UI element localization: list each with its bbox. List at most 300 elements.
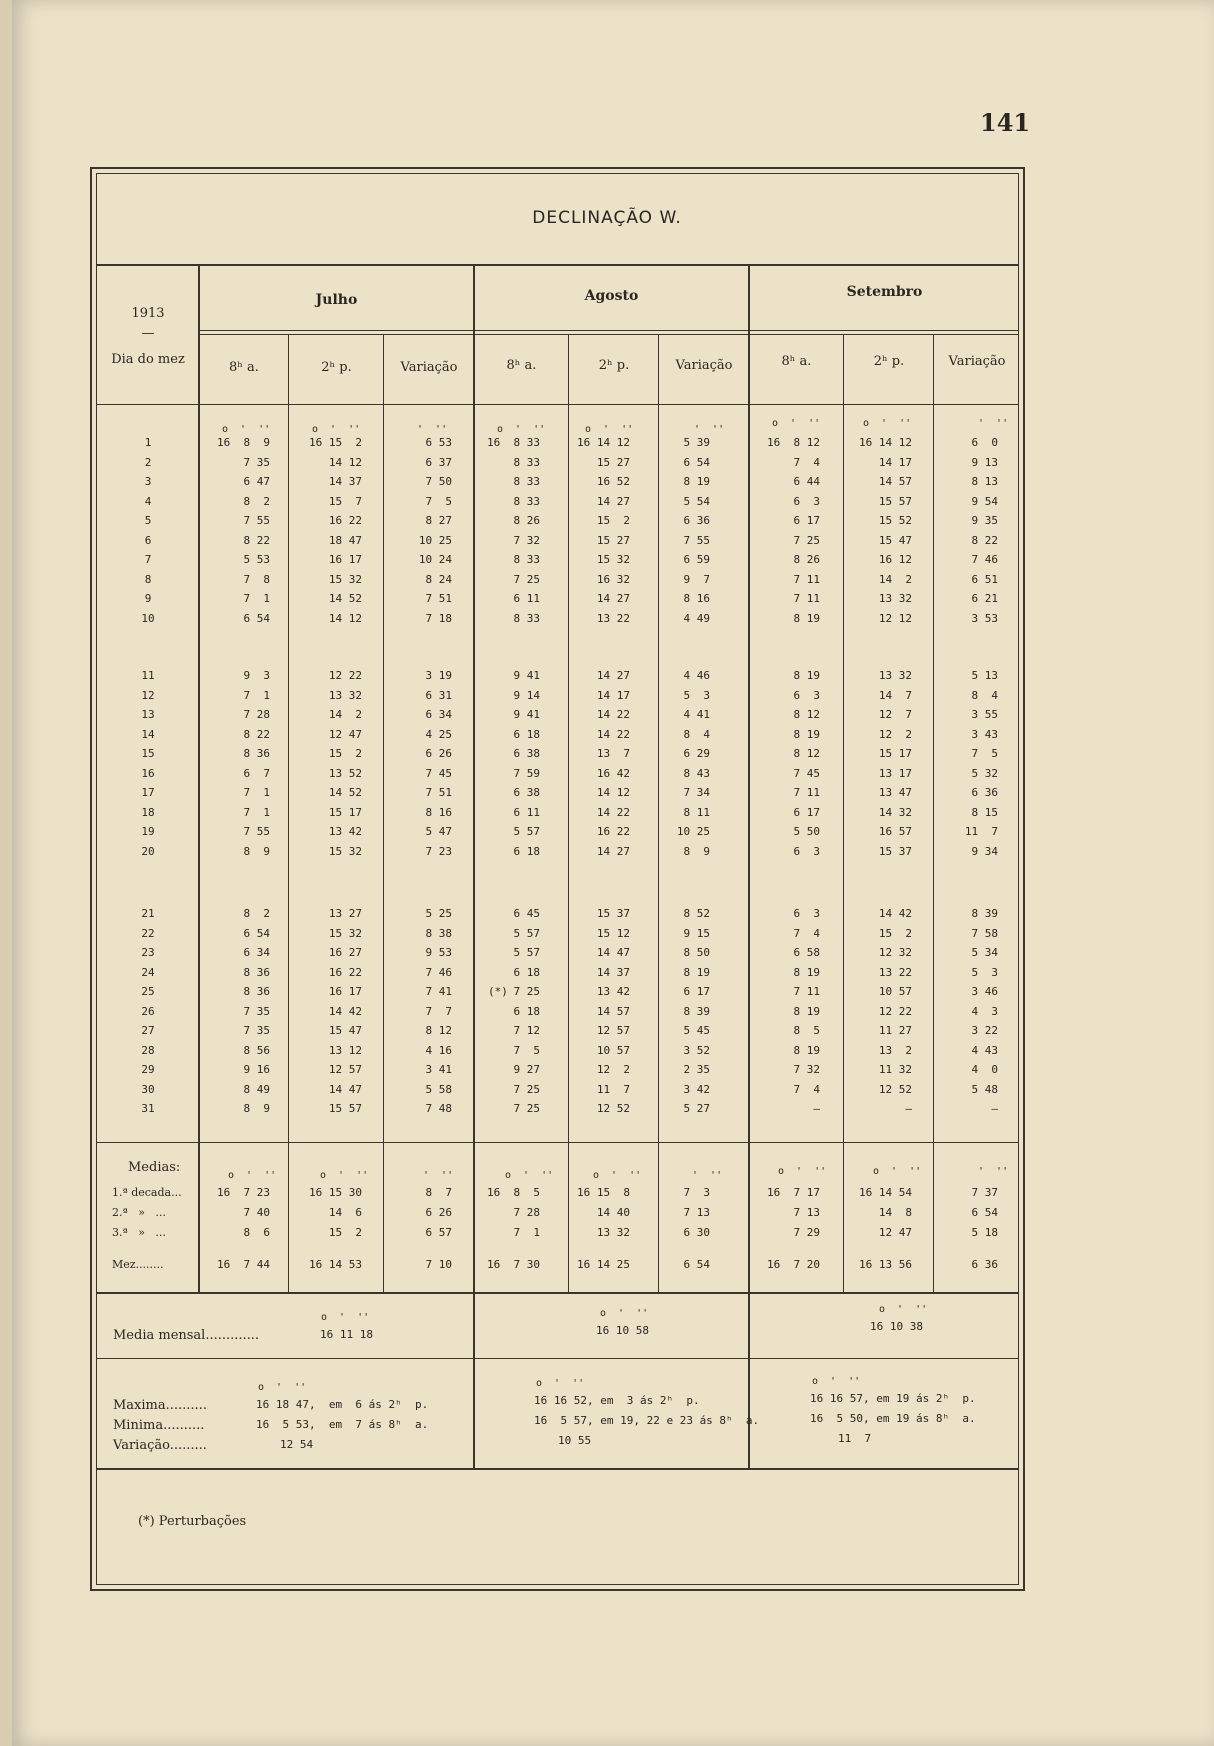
table-cell: 6 36 (971, 786, 998, 799)
table-cell: 9 14 (513, 688, 540, 702)
table-cell: 8 19 (683, 475, 710, 488)
table-cell: 8 19 (683, 965, 710, 979)
maxima-agosto: 16 16 52, em 3 ás 2ʰ p. (534, 1394, 700, 1407)
table-cell: 14 7 (878, 688, 912, 702)
units-ext-s: o ' '' (812, 1376, 861, 1387)
day-number: 23 (141, 946, 155, 959)
table-cell: 14 40 (596, 1206, 630, 1219)
table-cell: 7 51 (425, 786, 452, 799)
month-agosto: Agosto (584, 288, 639, 304)
table-cell: 8 2 (243, 494, 270, 508)
table-cell: 15 12 (596, 926, 630, 940)
table-cell: 8 22 (243, 533, 270, 547)
medias-row-label: 3.ª » ... (112, 1226, 166, 1239)
table-cell: 16 7 17 (767, 1186, 820, 1199)
table-cell: 16 22 (328, 514, 362, 527)
units-s3: ' '' (978, 418, 1009, 429)
units-mm-j: o ' '' (321, 1312, 370, 1323)
table-cell: 7 28 (513, 1206, 540, 1219)
table-cell: 10 57 (596, 1043, 630, 1057)
table-cell: 15 37 (878, 844, 912, 858)
table-cell: 8 11 (683, 805, 710, 819)
table-cell: 6 36 (971, 1258, 998, 1271)
month-setembro: Setembro (846, 284, 923, 300)
day-column-label: Dia do mez (111, 352, 185, 367)
table-cell: 13 12 (328, 1043, 362, 1057)
table-cell: 3 53 (971, 611, 998, 625)
rule-under-months (200, 330, 1019, 331)
table-cell: 6 18 (513, 965, 540, 979)
table-cell: 14 12 (596, 786, 630, 799)
table-cell: 7 55 (243, 514, 270, 527)
table-cell: 16 8 9 (217, 436, 270, 449)
table-cell: 14 12 (328, 455, 362, 469)
table-row (0, 1083, 1214, 1103)
table-cell: 6 18 (513, 1004, 540, 1018)
table-cell: 9 3 (243, 669, 270, 682)
units-j2: o ' '' (312, 424, 361, 435)
units-m-j3: ' '' (423, 1170, 454, 1181)
rule-above-extremes (96, 1358, 1019, 1359)
table-cell: 8 26 (793, 553, 820, 566)
table-row (0, 927, 1214, 947)
units-ext-j: o ' '' (258, 1382, 307, 1393)
table-cell: 16 7 23 (217, 1186, 270, 1199)
table-cell: 6 38 (513, 747, 540, 760)
table-cell: 16 12 (878, 553, 912, 566)
table-cell: 16 14 54 (859, 1186, 912, 1199)
table-cell: 13 32 (596, 1226, 630, 1239)
table-cell: 5 32 (971, 766, 998, 780)
units-m-a1: o ' '' (505, 1170, 554, 1181)
table-cell: 7 1 (513, 1226, 540, 1239)
table-cell: 13 2 (878, 1043, 912, 1057)
table-cell: 18 47 (328, 533, 362, 547)
table-cell: 16 22 (596, 825, 630, 838)
media-mensal-setembro: 16 10 38 (870, 1320, 923, 1333)
table-cell: 6 47 (243, 475, 270, 488)
table-cell: 7 28 (243, 708, 270, 721)
table-cell: 7 46 (971, 553, 998, 566)
table-cell: 14 57 (878, 475, 912, 488)
table-cell: 7 35 (243, 1004, 270, 1018)
variacao-label: Variação......... (113, 1438, 207, 1453)
table-cell: 14 42 (878, 907, 912, 920)
table-cell: 9 15 (683, 926, 710, 940)
table-cell: 16 15 30 (309, 1186, 362, 1199)
table-cell: 6 18 (513, 844, 540, 858)
table-cell: 5 13 (971, 669, 998, 682)
table-cell: 12 22 (328, 669, 362, 682)
table-cell: 14 47 (328, 1082, 362, 1096)
minima-agosto: 16 5 57, em 19, 22 e 23 ás 8ʰ a. (534, 1414, 760, 1427)
table-cell: 4 3 (971, 1004, 998, 1018)
table-cell: 15 2 (328, 1226, 362, 1239)
table-cell: 16 14 12 (859, 436, 912, 449)
table-cell: 8 5 (793, 1024, 820, 1037)
table-row (0, 907, 1214, 927)
day-number: 25 (141, 985, 155, 998)
table-cell: 6 3 (793, 907, 820, 920)
table-cell: 7 11 (793, 592, 820, 605)
day-number: 11 (141, 669, 155, 682)
rule-above-media-mensal (96, 1292, 1019, 1294)
table-cell: 15 2 (328, 747, 362, 760)
table-cell: 6 17 (683, 985, 710, 998)
table-cell: 6 54 (243, 926, 270, 940)
day-number: 1 (144, 436, 152, 449)
table-cell: 16 7 44 (217, 1258, 270, 1271)
table-cell: 14 27 (596, 844, 630, 858)
table-cell: 3 46 (971, 985, 998, 998)
table-row (0, 1005, 1214, 1025)
day-number: 6 (144, 533, 152, 547)
table-cell: 3 43 (971, 727, 998, 741)
table-cell: 5 34 (971, 946, 998, 959)
table-row (0, 708, 1214, 728)
table-cell: 14 17 (596, 688, 630, 702)
table-cell: 8 36 (243, 965, 270, 979)
sub-agosto-8a: 8ʰ a. (506, 358, 537, 373)
table-cell: 7 41 (425, 985, 452, 998)
table-cell: 8 39 (971, 907, 998, 920)
table-cell: 6 58 (793, 946, 820, 959)
units-j3: ' '' (417, 424, 448, 435)
table-row (0, 495, 1214, 515)
table-cell: 8 12 (425, 1024, 452, 1037)
variacao-agosto: 10 55 (558, 1434, 592, 1447)
table-cell: 16 7 20 (767, 1258, 820, 1271)
table-cell: 8 43 (683, 766, 710, 780)
table-cell: 5 58 (425, 1082, 452, 1096)
day-number: 24 (141, 965, 155, 979)
table-cell: 13 22 (596, 611, 630, 625)
table-row (0, 553, 1214, 573)
table-cell: 4 46 (683, 669, 710, 682)
table-cell: 15 47 (328, 1024, 362, 1037)
units-m-j1: o ' '' (228, 1170, 277, 1181)
table-cell: 14 47 (596, 946, 630, 959)
table-cell: 7 13 (793, 1206, 820, 1219)
table-cell: 7 34 (683, 786, 710, 799)
table-cell: 8 33 (513, 494, 540, 508)
table-cell: 8 4 (971, 688, 998, 702)
table-cell: 10 57 (878, 985, 912, 998)
table-cell: 7 12 (513, 1024, 540, 1037)
table-cell: 8 19 (793, 1004, 820, 1018)
table-cell: 16 14 12 (577, 436, 630, 449)
table-cell: 10 25 (418, 533, 452, 547)
table-cell: 6 11 (513, 805, 540, 819)
table-cell: 4 49 (683, 611, 710, 625)
table-cell: 16 13 56 (859, 1258, 912, 1271)
table-cell: 7 18 (425, 611, 452, 625)
table-cell: 16 15 2 (309, 436, 362, 449)
table-cell: 6 34 (243, 946, 270, 959)
table-cell: — (905, 1102, 912, 1115)
table-cell: 8 27 (425, 514, 452, 527)
table-cell: 8 13 (971, 475, 998, 488)
table-cell: 5 48 (971, 1082, 998, 1096)
table-cell: 14 17 (878, 455, 912, 469)
units-a3: ' '' (694, 424, 725, 435)
table-cell: 7 59 (513, 766, 540, 780)
table-cell: 6 26 (425, 747, 452, 760)
units-m-a2: o ' '' (593, 1170, 642, 1181)
table-cell: 14 12 (328, 611, 362, 625)
table-cell: 16 17 (328, 985, 362, 998)
table-cell: 10 24 (418, 553, 452, 566)
table-cell: 3 19 (425, 669, 452, 682)
table-row (0, 1024, 1214, 1044)
table-cell: 12 52 (596, 1102, 630, 1115)
rule-under-title (96, 264, 1019, 266)
table-cell: 6 36 (683, 514, 710, 527)
table-cell: 8 24 (425, 572, 452, 586)
medias-row (0, 1186, 1214, 1206)
table-row (0, 966, 1214, 986)
table-cell: 8 12 (793, 747, 820, 760)
rule-above-footnote (96, 1468, 1019, 1470)
day-number: 17 (141, 786, 155, 799)
table-cell: 5 54 (683, 494, 710, 508)
table-cell: 7 4 (793, 1082, 820, 1096)
table-row (0, 612, 1214, 632)
table-cell: 9 53 (425, 946, 452, 959)
table-cell: 6 0 (971, 436, 998, 449)
table-cell: 7 35 (243, 455, 270, 469)
table-row (0, 825, 1214, 845)
sub-setembro-variacao: Variação (948, 354, 1006, 369)
rule-under-months-2 (200, 334, 1019, 335)
day-number: 3 (144, 475, 152, 488)
table-cell: 4 43 (971, 1043, 998, 1057)
medias-row (0, 1226, 1214, 1246)
table-cell: 6 17 (793, 805, 820, 819)
table-cell: 13 7 (596, 747, 630, 760)
table-cell: 8 39 (683, 1004, 710, 1018)
table-cell: 6 3 (793, 844, 820, 858)
mez-label: Mez........ (112, 1258, 164, 1271)
table-cell: 16 8 33 (487, 436, 540, 449)
table-cell: 7 55 (243, 825, 270, 838)
table-cell: 5 57 (513, 926, 540, 940)
table-cell: 9 16 (243, 1063, 270, 1076)
day-number: 22 (141, 926, 155, 940)
table-cell: 7 37 (971, 1186, 998, 1199)
table-row (0, 689, 1214, 709)
sub-agosto-2p: 2ʰ p. (598, 358, 630, 373)
table-cell: 8 19 (793, 611, 820, 625)
year-label: 1913 (131, 306, 165, 321)
page-number: 141 (980, 108, 1031, 137)
table-cell: 3 55 (971, 708, 998, 721)
table-cell: 15 32 (596, 553, 630, 566)
table-cell: 6 51 (971, 572, 998, 586)
table-cell: 16 14 53 (309, 1258, 362, 1271)
table-row (0, 946, 1214, 966)
table-cell: 6 37 (425, 455, 452, 469)
table-cell: 15 2 (596, 514, 630, 527)
table-row (0, 456, 1214, 476)
table-cell: 7 1 (243, 688, 270, 702)
table-cell: 8 56 (243, 1043, 270, 1057)
table-cell: 3 41 (425, 1063, 452, 1076)
table-cell: 8 22 (971, 533, 998, 547)
table-cell: 15 2 (878, 926, 912, 940)
table-cell: 12 52 (878, 1082, 912, 1096)
table-cell: 7 1 (243, 592, 270, 605)
table-cell: 8 7 (425, 1186, 452, 1199)
table-cell: 15 27 (596, 533, 630, 547)
table-cell: 9 34 (971, 844, 998, 858)
table-cell: 5 39 (683, 436, 710, 449)
table-row (0, 1063, 1214, 1083)
table-title: DECLINAÇÃO W. (532, 208, 682, 228)
table-cell: 12 22 (878, 1004, 912, 1018)
media-mensal-julho: 16 11 18 (320, 1328, 373, 1341)
table-cell: 16 14 25 (577, 1258, 630, 1271)
table-cell: 9 35 (971, 514, 998, 527)
day-number: 20 (141, 844, 155, 858)
table-cell: 7 4 (793, 926, 820, 940)
sub-setembro-2p: 2ʰ p. (873, 354, 905, 369)
table-cell: 7 45 (425, 766, 452, 780)
day-number: 9 (144, 592, 152, 605)
units-a2: o ' '' (585, 424, 634, 435)
table-cell: 8 15 (971, 805, 998, 819)
table-cell: 16 27 (328, 946, 362, 959)
table-cell: 7 5 (971, 747, 998, 760)
table-cell: 8 9 (243, 844, 270, 858)
units-a1: o ' '' (497, 424, 546, 435)
variacao-julho: 12 54 (280, 1438, 314, 1451)
table-cell: 5 27 (683, 1102, 710, 1115)
table-cell: 12 2 (878, 727, 912, 741)
table-cell: 9 41 (513, 708, 540, 721)
table-cell: 14 2 (328, 708, 362, 721)
table-cell: 5 3 (971, 965, 998, 979)
table-cell: 8 33 (513, 553, 540, 566)
table-cell: 7 11 (793, 985, 820, 998)
day-number: 10 (141, 611, 155, 625)
table-row (0, 728, 1214, 748)
sub-julho-2p: 2ʰ p. (321, 360, 352, 375)
table-cell: 13 52 (328, 766, 362, 780)
table-cell: 8 36 (243, 985, 270, 998)
table-cell: 6 38 (513, 786, 540, 799)
table-cell: 14 27 (596, 669, 630, 682)
table-cell: 7 1 (243, 805, 270, 819)
table-cell: 4 16 (425, 1043, 452, 1057)
table-cell: 6 54 (243, 611, 270, 625)
table-cell: 7 11 (793, 786, 820, 799)
table-cell: 8 4 (683, 727, 710, 741)
table-cell: 7 46 (425, 965, 452, 979)
table-cell: 7 5 (425, 494, 452, 508)
table-cell: 7 25 (513, 572, 540, 586)
table-row (0, 475, 1214, 495)
table-row (0, 747, 1214, 767)
units-ext-a: o ' '' (536, 1378, 585, 1389)
table-cell: 15 47 (878, 533, 912, 547)
table-cell: 4 25 (425, 727, 452, 741)
day-number: 12 (141, 688, 155, 702)
table-cell: 6 3 (793, 688, 820, 702)
perturbation-flag: (*) (488, 985, 508, 998)
table-cell: 8 19 (793, 727, 820, 741)
table-cell: — (813, 1102, 820, 1115)
table-cell: 6 45 (513, 907, 540, 920)
units-m-j2: o ' '' (320, 1170, 369, 1181)
table-cell: 7 50 (425, 475, 452, 488)
table-cell: 8 26 (513, 514, 540, 527)
table-frame-inner (96, 173, 1019, 1585)
table-cell: 16 8 12 (767, 436, 820, 449)
table-cell: 15 17 (328, 805, 362, 819)
table-cell: 16 42 (596, 766, 630, 780)
table-cell: 7 4 (793, 455, 820, 469)
table-row (0, 845, 1214, 865)
table-cell: 7 45 (793, 766, 820, 780)
table-cell: 7 25 (513, 1102, 540, 1115)
day-number: 21 (141, 907, 155, 920)
media-mensal-agosto: 16 10 58 (596, 1324, 649, 1337)
table-cell: 8 2 (243, 907, 270, 920)
table-cell: 14 32 (878, 805, 912, 819)
table-cell: 8 6 (243, 1226, 270, 1239)
table-cell: 8 33 (513, 611, 540, 625)
table-cell: 14 52 (328, 592, 362, 605)
table-cell: 7 3 (683, 1186, 710, 1199)
table-cell: 6 31 (425, 688, 452, 702)
table-cell: 15 32 (328, 572, 362, 586)
table-cell: 9 54 (971, 494, 998, 508)
table-cell: 5 50 (793, 825, 820, 838)
table-cell: 8 50 (683, 946, 710, 959)
table-cell: 12 2 (596, 1063, 630, 1076)
table-cell: 16 7 30 (487, 1258, 540, 1271)
maxima-setembro: 16 16 57, em 19 ás 2ʰ p. (810, 1392, 976, 1405)
table-cell: 7 7 (425, 1004, 452, 1018)
table-cell: 8 36 (243, 747, 270, 760)
table-cell: 5 3 (683, 688, 710, 702)
table-cell: 13 17 (878, 766, 912, 780)
table-cell: 13 47 (878, 786, 912, 799)
table-cell: 13 42 (328, 825, 362, 838)
day-number: 14 (141, 727, 155, 741)
table-cell: 4 0 (971, 1063, 998, 1076)
table-cell: 5 45 (683, 1024, 710, 1037)
table-row (0, 669, 1214, 689)
table-cell: 6 54 (683, 1258, 710, 1271)
table-cell: 6 21 (971, 592, 998, 605)
month-julho: Julho (315, 292, 358, 308)
units-j1: o ' '' (222, 424, 271, 435)
table-cell: 6 7 (243, 766, 270, 780)
table-cell: 7 10 (425, 1258, 452, 1271)
day-number: 13 (141, 708, 155, 721)
day-number: 2 (144, 455, 152, 469)
units-mm-a: o ' '' (600, 1308, 649, 1319)
table-cell: 14 57 (596, 1004, 630, 1018)
table-cell: 7 35 (243, 1024, 270, 1037)
table-cell: 4 41 (683, 708, 710, 721)
units-m-a3: ' '' (692, 1170, 723, 1181)
units-s1: o ' '' (772, 418, 821, 429)
table-cell: 6 29 (683, 747, 710, 760)
table-cell: 6 17 (793, 514, 820, 527)
